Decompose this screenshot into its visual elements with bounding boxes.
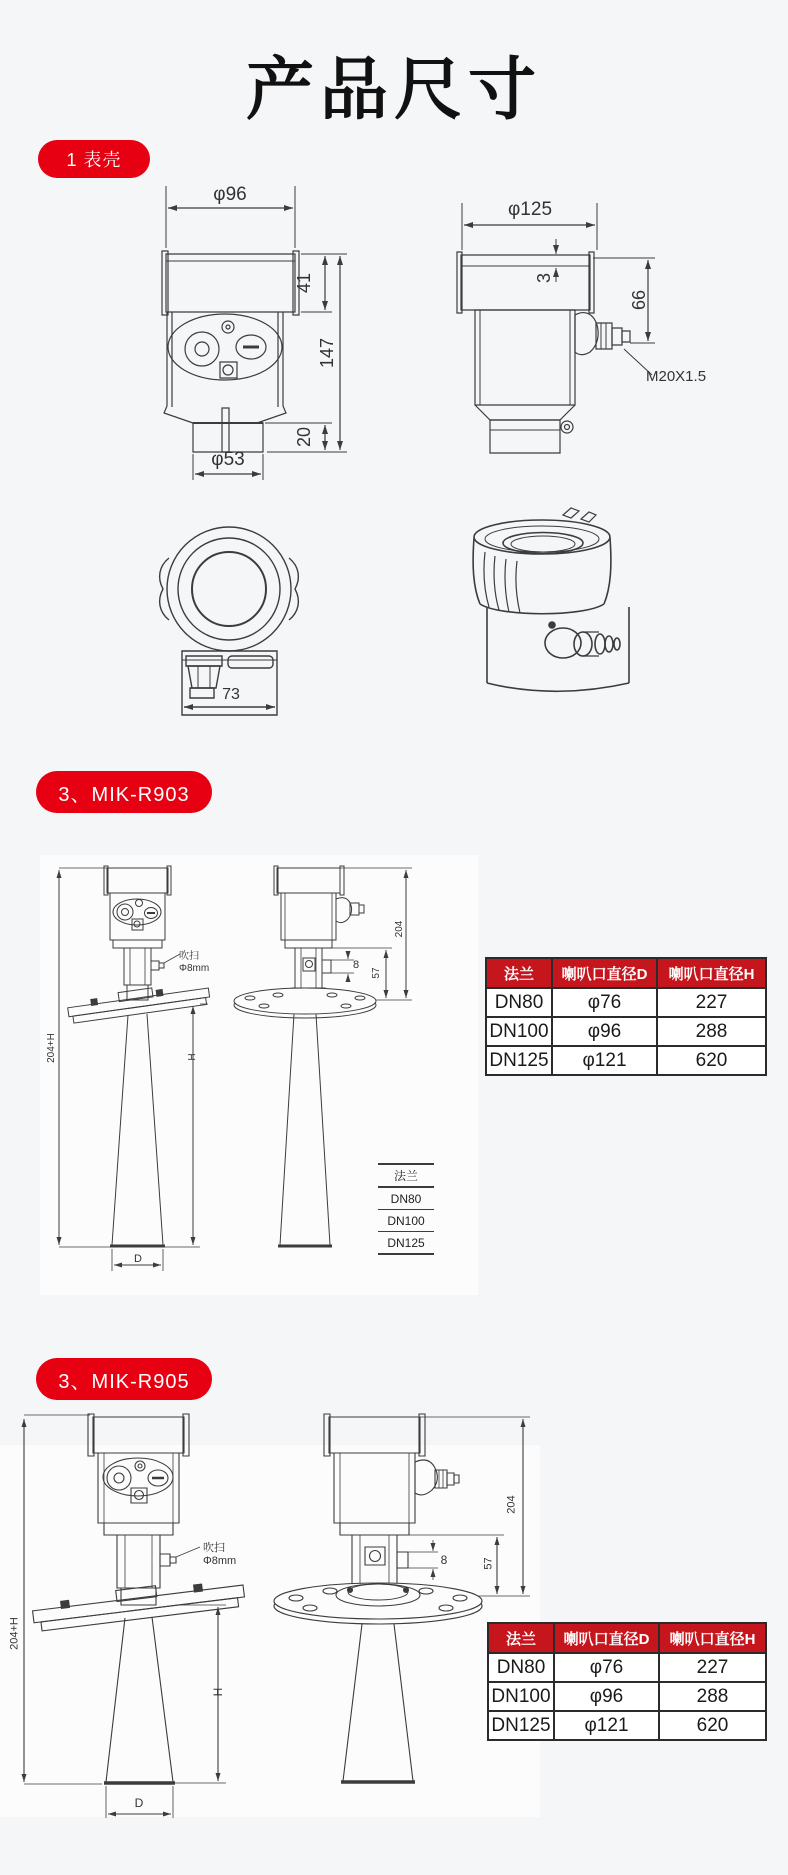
r903-purge-label [179, 951, 209, 974]
enclosure-3d-view-drawing [425, 455, 665, 685]
r903-dim-neck: 57 [370, 967, 382, 979]
table-row [488, 1682, 766, 1711]
r905-purge-line2: Φ8mm [203, 1554, 237, 1567]
dim-phi125: φ125 [507, 199, 553, 220]
r903-purge-line2: Φ8mm [179, 962, 210, 974]
r905-th-horn-h: 喇叭口直径H [659, 1623, 766, 1653]
mik-r905-drawing [0, 1410, 540, 1830]
table-row [488, 1711, 766, 1740]
r903-th-flange: 法兰 [486, 958, 552, 988]
r903-th-horn-d: 喇叭口直径D [552, 958, 657, 988]
cell: DN100 [486, 1017, 552, 1046]
cell: 227 [659, 1653, 766, 1682]
r905-dim-horn-height: H [211, 1687, 225, 1697]
dim-66: 66 [628, 289, 649, 311]
r903-flange-list-header: 法兰 [378, 1165, 434, 1188]
r905-dim-head: 204 [505, 1495, 517, 1514]
cell: 227 [657, 988, 766, 1017]
cell: DN100 [488, 1682, 554, 1711]
cell: DN125 [488, 1711, 554, 1740]
r903-flange-list-item: DN100 [378, 1210, 434, 1232]
cell: φ121 [552, 1046, 657, 1075]
cell: φ96 [552, 1017, 657, 1046]
r905-th-flange: 法兰 [488, 1623, 554, 1653]
table-row [488, 1653, 766, 1682]
r905-purge-line1: 吹扫 [203, 1542, 225, 1554]
r905-dim-collar: 8 [440, 1553, 448, 1567]
cell: φ76 [552, 988, 657, 1017]
cell: DN80 [486, 988, 552, 1017]
dim-41: 41 [293, 272, 314, 294]
r903-flange-list-item: DN80 [378, 1188, 434, 1210]
cell: 620 [659, 1711, 766, 1740]
section-badge-mik-r905: 3、MIK-R905 [36, 1358, 212, 1400]
cell: 288 [657, 1017, 766, 1046]
r903-dim-total: 204+H [45, 1033, 57, 1063]
r903-flange-list-item: DN125 [378, 1232, 434, 1255]
page-title: 产品尺寸 [245, 52, 542, 128]
table-header-row [486, 958, 766, 988]
dim-phi53: φ53 [211, 449, 245, 470]
dim-thread-m20: M20X1.5 [646, 368, 707, 385]
cell: DN125 [486, 1046, 552, 1075]
r905-dim-neck: 57 [482, 1557, 494, 1570]
r905-dimension-table [487, 1622, 767, 1741]
r905-dim-horn-dia: D [134, 1796, 144, 1810]
dim-3: 3 [533, 273, 554, 284]
table-row [486, 1046, 766, 1075]
r903-dim-horn-height: H [186, 1053, 198, 1061]
section-badge-mik-r903: 3、MIK-R903 [36, 771, 212, 813]
dim-73: 73 [222, 686, 240, 703]
r905-th-horn-d: 喇叭口直径D [554, 1623, 659, 1653]
cell: DN80 [488, 1653, 554, 1682]
table-header-row [488, 1623, 766, 1653]
enclosure-front-view-drawing [120, 178, 350, 488]
r903-dim-head: 204 [393, 920, 405, 938]
r903-purge-line1: 吹扫 [179, 951, 199, 962]
r903-dimension-table [485, 957, 767, 1076]
dim-20: 20 [293, 426, 314, 448]
table-row [486, 988, 766, 1017]
cell: 620 [657, 1046, 766, 1075]
cell: φ76 [554, 1653, 659, 1682]
dim-147: 147 [316, 337, 337, 369]
cell: φ121 [554, 1711, 659, 1740]
r903-flange-list [378, 1163, 434, 1255]
cell: 288 [659, 1682, 766, 1711]
r903-dim-horn-dia: D [134, 1253, 142, 1265]
r903-th-horn-h: 喇叭口直径H [657, 958, 766, 988]
cell: φ96 [554, 1682, 659, 1711]
r903-dim-collar: 8 [352, 959, 360, 971]
table-row [486, 1017, 766, 1046]
section-badge-enclosure: 1 表壳 [38, 140, 150, 178]
r905-dim-total: 204+H [8, 1617, 20, 1650]
r905-purge-label [203, 1542, 236, 1567]
dim-phi96: φ96 [213, 184, 247, 205]
